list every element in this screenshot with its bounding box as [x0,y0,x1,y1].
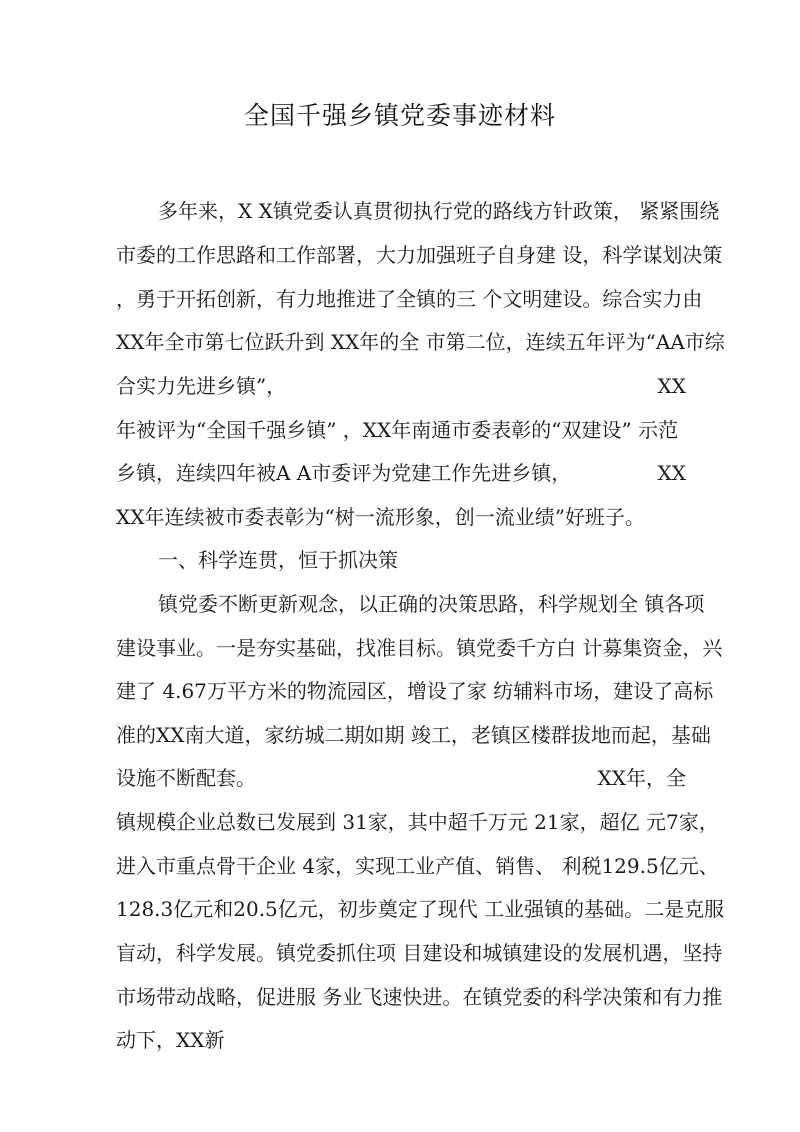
paragraph-line [116,284,703,314]
paragraph-line [116,1025,686,1055]
line-text: 一、科学连贯，恒于抓决策 [158,548,398,572]
line-text: 年被评为“全国千强乡镇” ，XX年南通市委表彰的“双建设” 示范 [116,418,679,442]
paragraph-line [158,545,728,575]
paragraph-line [116,807,719,837]
line-text: 128.3亿元和20.5亿元，初步奠定了现代 工业强镇的基础。二是克服 [116,897,725,921]
paragraph-line [116,676,714,706]
line-text: 建设事业。一是夯实基础，找准目标。镇党委千方白 计募集资金，兴 [116,636,723,660]
line-text: 准的XX南大道，家纺城二期如期 竣工，老镇区楼群拔地而起，基础 [116,723,711,747]
line-text-right: XX [657,461,686,485]
paragraph-line [116,633,723,663]
line-text: 镇党委不断更新观念，以正确的决策思路，科学规划全 镇各项 [158,592,705,616]
line-text: 多年来，X X镇党委认真贯彻执行党的路线方针政策， 紧紧围绕 [158,199,720,223]
paragraph-line [116,502,686,532]
line-text: 乡镇，连续四年被A A市委评为党建工作先进乡镇， [116,461,572,485]
paragraph-line [116,415,686,445]
paragraph-line [116,851,719,881]
line-text: 盲动，科学发展。镇党委抓住项 目建设和城镇建设的发展机遇，坚持 [116,941,723,965]
paragraph-line [116,720,711,750]
line-text: 市场带动战略，促进服 务业飞速快进。在镇党委的科学决策和有力推 [116,985,723,1009]
line-text: XX年连续被市委表彰为“树一流形象，创一流业绩”好班子。 [116,505,645,529]
paragraph-line [116,763,686,793]
paragraph-line [116,327,725,357]
document-title: 全国千强乡镇党委事迹材料 [243,101,556,130]
line-text: 设施不断配套。 [116,766,256,790]
line-text: 镇规模企业总数已发展到 31家，其中超千万元 21家，超亿 元7家， [116,810,719,834]
paragraph-line [116,982,723,1012]
line-text: 合实力先进乡镇”， [116,374,287,398]
line-text: 建了 4.67万平方米的物流园区，增设了家 纺辅料市场，建设了高标 [116,679,714,703]
line-text-right: XX年，全 [597,766,686,790]
paragraph-line [158,196,728,226]
paragraph-line [116,894,725,924]
paragraph-line [116,938,723,968]
line-text: 进入市重点骨干企业 4家，实现工业产值、销售、 利税129.5亿元、 [116,854,719,878]
line-text-right: XX [657,374,686,398]
line-text: XX年全市第七位跃升到 XX年的全 市第二位，连续五年评为“AA市综 [116,330,725,354]
line-text: 市委的工作思路和工作部署，大力加强班子自身建 设，科学谋划决策 [116,243,723,267]
paragraph-line [116,240,723,270]
paragraph-line [116,458,686,488]
line-text: 动下，XX新 [116,1028,225,1052]
line-text: ，勇于开拓创新，有力地推进了全镇的三 个文明建设。综合实力由 [116,287,703,311]
paragraph-line [116,371,686,401]
paragraph-line [158,589,728,619]
